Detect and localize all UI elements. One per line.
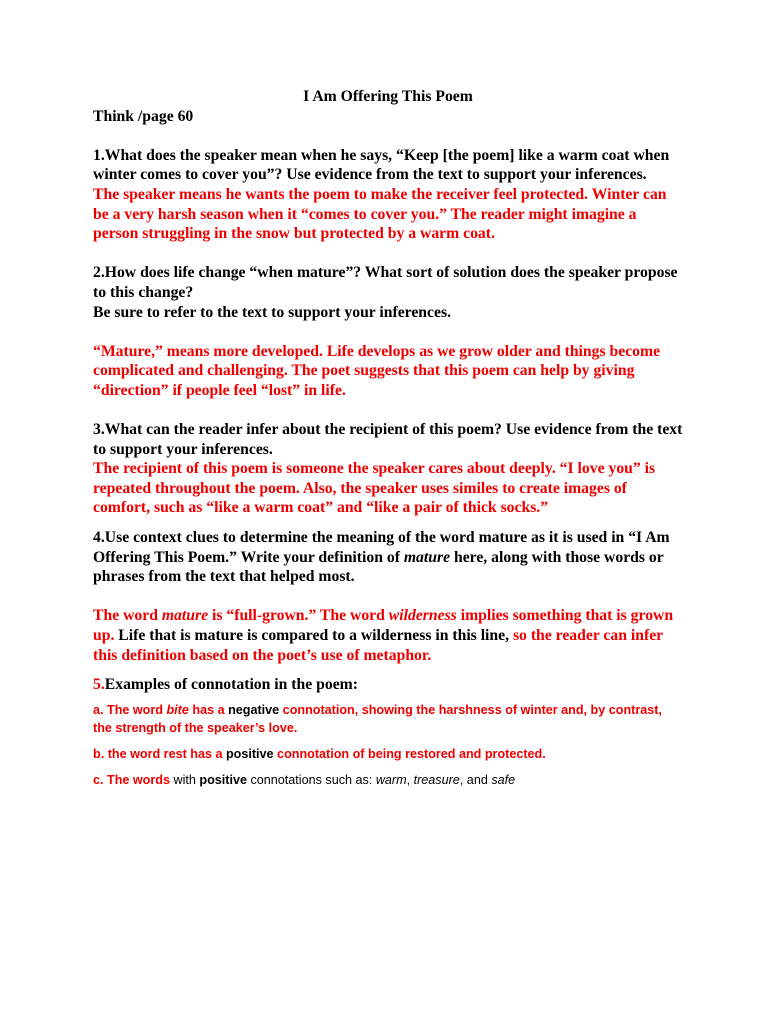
question-4: 4.Use context clues to determine the meaning of the word mature as it is used in “I Am Offering This Poem.” Write your definition of mature here, along with those words or phrases from the text that helped most. [93, 529, 670, 586]
answer-1: The speaker means he wants the poem to make the receiver feel protected. Winter can be a very harsh season when it “comes to cover you.” The reader might imagine a person struggling in the snow but protected by a warm coat. [93, 185, 667, 243]
answer-2: “Mature,” means more developed. Life develops as we grow older and things become complicated and challenging. The poet suggests that this poem can help by giving “direction” if people feel “lost” in life. [93, 342, 661, 399]
document-body [93, 87, 683, 789]
answer-4: The word mature is “full-grown.” The word wilderness implies something that is grown up. Life that is mature is compared to a wilderness in this line, so the reader can infer this definition based on the poet’s use of metaphor. [93, 607, 674, 664]
page-title: I Am Offering This Poem [303, 88, 473, 105]
question-5-heading: 5.Examples of connotation in the poem: [93, 676, 358, 694]
connotation-example-b: b. the word rest has a positive connotation of being restored and protected. [93, 746, 546, 761]
question-2-instruction: Be sure to refer to the text to support your inferences. [93, 303, 451, 321]
page-reference: Think /page 60 [93, 107, 194, 125]
question-3: 3.What can the reader infer about the recipient of this poem? Use evidence from the text to support your inferences. [93, 421, 683, 458]
connotation-example-a: a. The word bite has a negative connotation, showing the harshness of winter and, by contrast, the strength of the speaker’s love. [93, 702, 662, 735]
question-2: 2.How does life change “when mature”? What sort of solution does the speaker propose to this change? [93, 264, 678, 301]
answer-3: The recipient of this poem is someone the speaker cares about deeply. “I love you” is repeated throughout the poem. Also, the speaker uses similes to create images of comfort, such as “like a warm coat” and “like a pair of thick socks.” [93, 460, 656, 517]
connotation-example-c: c. The words with positive connotations such as: warm, treasure, and safe [93, 772, 516, 787]
question-1: 1.What does the speaker mean when he says, “Keep [the poem] like a warm coat when winter comes to cover you”? Use evidence from the text to support your inferences. [93, 146, 670, 184]
